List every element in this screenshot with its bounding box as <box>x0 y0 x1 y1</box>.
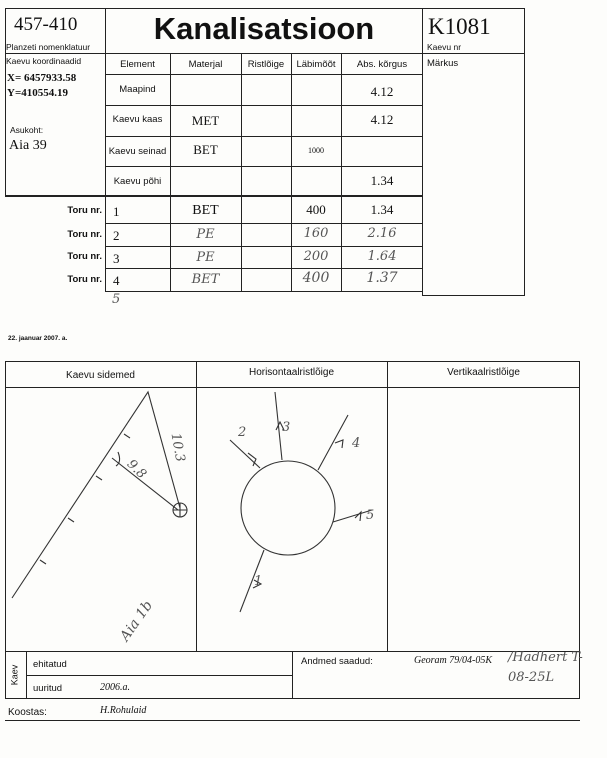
pipe-label: Toru nr. <box>67 229 102 240</box>
header-material: Materjal <box>188 59 223 70</box>
compiled-line <box>5 720 580 721</box>
pipe-material: BET <box>192 203 219 218</box>
row-element: Kaevu seinad <box>108 146 167 157</box>
remarks-box <box>422 53 525 296</box>
coordinates-label: Kaevu koordinaadid <box>6 56 82 66</box>
coordinate-y: Y=410554.19 <box>7 87 68 99</box>
pipe-line <box>105 291 423 292</box>
pipe-line <box>105 223 423 224</box>
pipe-label-1: 1 <box>254 574 263 589</box>
row-height: 4.12 <box>370 112 394 127</box>
row-height: 1.34 <box>370 173 394 188</box>
row-line <box>105 105 423 106</box>
diagram-divider <box>196 361 197 652</box>
header-height: Abs. kõrgus <box>356 59 408 70</box>
pipe-col-line <box>105 196 106 291</box>
coordinate-x: X= 6457933.58 <box>7 72 77 84</box>
diagram-divider <box>387 361 388 652</box>
surveyed-label: uuritud <box>33 683 63 694</box>
well-id: K1081 <box>428 14 491 39</box>
pipe-height: 1.64 <box>367 249 397 264</box>
panel-title-vertical: Vertikaalristlõige <box>447 367 520 378</box>
pipe-line <box>5 196 423 197</box>
row-material: BET <box>193 142 218 157</box>
header-cross: Ristlõige <box>247 59 285 70</box>
pipe-nr: 4 <box>113 273 120 288</box>
pipe-diameter: 400 <box>306 202 326 217</box>
pipe-material: PE <box>196 250 215 265</box>
data-from-value: Georam 79/04-05K <box>414 655 493 666</box>
pipe-label-4: 4 <box>352 436 361 451</box>
compiled-value: H.Rohulaid <box>100 705 147 716</box>
panel-title-ties: Kaevu sidemed <box>66 370 135 381</box>
measure-label-1: 10.3 <box>167 431 188 464</box>
pipe-label-5: 5 <box>366 508 375 523</box>
compiled-label: Koostas: <box>8 707 47 718</box>
row-diameter: 1000 <box>308 146 324 155</box>
pipe-line <box>105 268 423 269</box>
building-label: Aia 1b <box>117 597 157 645</box>
nomenclature-label: Planzeti nomenklatuur <box>6 42 91 52</box>
pipe-label-2: 2 <box>238 425 247 440</box>
row-line <box>105 166 423 167</box>
row-line <box>105 74 423 75</box>
built-label: ehitatud <box>33 659 67 670</box>
pipe-nr: 2 <box>113 228 120 243</box>
pipe-diameter: 400 <box>302 270 330 286</box>
pipe-height: 2.16 <box>367 226 397 241</box>
location-value: Aia 39 <box>9 138 47 153</box>
header-diameter: Läbimõõt <box>296 59 336 70</box>
header-element: Element <box>120 59 155 70</box>
row-line <box>105 136 423 137</box>
row-material: MET <box>191 113 220 128</box>
pipe-label: Toru nr. <box>67 274 102 285</box>
location-label: Asukoht: <box>10 125 44 135</box>
data-from-label: Andmed saadud: <box>301 656 373 667</box>
diagram-frame <box>5 361 580 652</box>
diagram-header-line <box>5 387 580 388</box>
row-element: Kaevu põhi <box>113 176 162 187</box>
pipe-label: Toru nr. <box>67 251 102 262</box>
well-nr-label: Kaevu nr <box>427 42 462 52</box>
pipe-diameter: 160 <box>303 226 329 241</box>
footer-row-line <box>26 675 293 676</box>
panel-title-horizontal: Horisontaalristlõige <box>248 367 335 378</box>
row-element: Kaevu kaas <box>112 114 163 125</box>
pipe-nr: 3 <box>113 251 120 266</box>
pipe-height: 1.37 <box>366 270 398 286</box>
pipe-label: Toru nr. <box>67 205 102 216</box>
pipe-nr: 1 <box>113 204 120 219</box>
pipe-height: 1.34 <box>370 202 394 217</box>
surveyed-value: 2006.a. <box>100 682 130 693</box>
pipe-line <box>105 246 423 247</box>
row-height: 4.12 <box>370 84 394 99</box>
pipe-col-line <box>241 196 242 291</box>
sheet-number: 457-410 <box>14 14 78 35</box>
handwritten-note: /Hadhert T-08-25L <box>508 650 583 685</box>
pipe-material: PE <box>196 227 215 242</box>
page-title: Kanalisatsioon <box>153 11 375 46</box>
remarks-label: Märkus <box>427 58 459 69</box>
side-label: Kaev <box>9 664 20 686</box>
measure-label-2: 9.8 <box>123 456 149 483</box>
date-line: 22. jaanuar 2007. a. <box>8 335 68 342</box>
pipe-extra-nr: 5 <box>112 292 121 307</box>
pipe-diameter: 200 <box>303 249 329 264</box>
pipe-label-3: 3 <box>282 420 291 435</box>
row-element: Maapind <box>119 84 156 95</box>
pipe-material: BET <box>191 272 220 287</box>
